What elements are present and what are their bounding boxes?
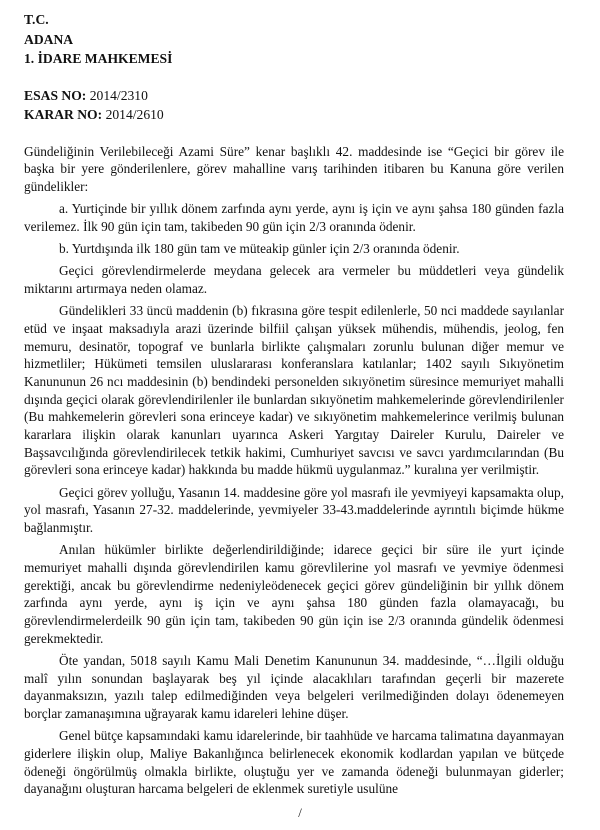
header-country: T.C.: [24, 12, 49, 27]
esas-value: 2014/2310: [89, 87, 148, 103]
karar-no: [24, 105, 564, 125]
document-body: [24, 143, 564, 799]
paragraph: Gündeliğinin Verilebileceği Azami Süre” kenar başlıklı 42. maddesinde ise “Geçici bir görev ile başka bir yere gönderilenlere, görev mahalline varış tarihinden itibaren bu Kanuna göre verilen gündelikler:: [24, 143, 564, 194]
paragraph: Anılan hükümler birlikte değerlendirildiğinde; idarece geçici bir süre ile yurt içinde memuriyet mahalli dışında görevlendirilen kamu görevlilerine yol masrafı ve yevmiye ödenmesi gerektiği, ancak bu görevlendirme nedeniyleödenecek geçici görev gündeliğinin bir yıllık dönem zarfında aynı yerde, aynı iş için ve aynı şahsa 180 günden fazla olamayacağı, bu görevlendirmelerdeilk 90 gün için tam, takibeden 90 gün için ise 2/3 oranında gündelik ödenmesi gerekmektedir.: [24, 542, 564, 646]
paragraph: a. Yurtiçinde bir yıllık dönem zarfında aynı yerde, aynı iş için ve aynı şahsa 180 günden fazla verilemez. İlk 90 gün için tam, takibeden 90 gün için 2/3 oranında ödenir.: [24, 201, 564, 234]
esas-no: [24, 86, 564, 106]
paragraph: Geçici görev yolluğu, Yasanın 14. maddesine göre yol masrafı ile yevmiyeyi kapsamakta olup, yol masrafı, Yasanın 27-32. maddelerinde, yevmiyeler 33-43.maddelerinde ayrıntılı biçimde hükme bağlanmıştır.: [24, 484, 564, 536]
paragraph: b. Yurtdışında ilk 180 gün tam ve müteakip günler için 2/3 oranında ödenir.: [59, 241, 460, 257]
paragraph: Geçici görevlendirmelerde meydana gelecek ara vermeler bu müddetleri veya gündelik miktarını artırmaya neden olamaz.: [24, 263, 564, 296]
paragraph: Gündelikleri 33 üncü maddenin (b) fıkrasına göre tespit edilenlerle, 50 nci maddede sayılanlar etüd ve inşaat maksadıyla arazi üzerinde bilfiil çalışan yüksek mühendis, mühendis, jeolog, fen memuru, desinatör, topograf ve bunlarla birlikte çalışmaları zorunlu bulunan diğer memur ve hizmetliler; Hükümeti temsilen uluslararası konferanslara katılanlar; 1402 sayılı Sıkıyönetim Kanununun 26 ncı maddesinin (b) bendindeki personelden sıkıyönetim süresince memuriyet mahalli dışında geçici olarak görevlendirilenler ile bunlardan sıkıyönetim mahkemelerinde görevlendirilenler (Bu mahkemelerin görevleri sona erinceye kadar) ve sıkıyönetim mahkemelerince verilmiş bulunan kararlara ilişkin olarak kanunları uyarınca Askeri Yargıtay Daireler Kurulu, Daireler ve Başsavcılığında görevlendirilecek tetkik hakimi, Cumhuriyet savcısı ve savcı yardımcılarından (Bu görevleri sona erinceye kadar) hakkında bu madde hükmü uygulanmaz.” kuralına yer verilmiştir.: [24, 303, 564, 478]
karar-value: 2014/2610: [105, 107, 164, 122]
paragraph: Öte yandan, 5018 sayılı Kamu Mali Denetim Kanununun 34. maddesinde, “…İlgili olduğu malî yılın sonundan başlayarak beş yıl içinde alacaklıları tarafından geçerli bir mazerete dayanmaksızın, yazılı talep edilmediğinden veya belgeleri verilmediğinden dolayı ödenemeyen borçlar zamanaşımına uğrayarak kamu idareleri lehine düşer.: [24, 652, 564, 722]
paragraph: Genel bütçe kapsamındaki kamu idarelerinde, bir taahhüde ve harcama talimatına dayanmayan giderlere ilişkin olup, Maliye Bakanlığınca belirlenecek ekonomik kodlardan yapılan ve bütçede ödeneği öngörülmüş olmakla birlikte, oluştuğu yer ve zamanda ödeneği bulunmayan giderler; dayanağını oluşturan harcama belgeleri de eklenmek suretiyle usulüne: [24, 728, 564, 797]
esas-label: ESAS NO:: [24, 87, 87, 103]
karar-label: KARAR NO:: [24, 107, 103, 122]
page-footer-mark: /: [298, 805, 302, 821]
header-court: 1. İDARE MAHKEMESİ: [24, 51, 173, 66]
header-city: ADANA: [24, 31, 74, 47]
